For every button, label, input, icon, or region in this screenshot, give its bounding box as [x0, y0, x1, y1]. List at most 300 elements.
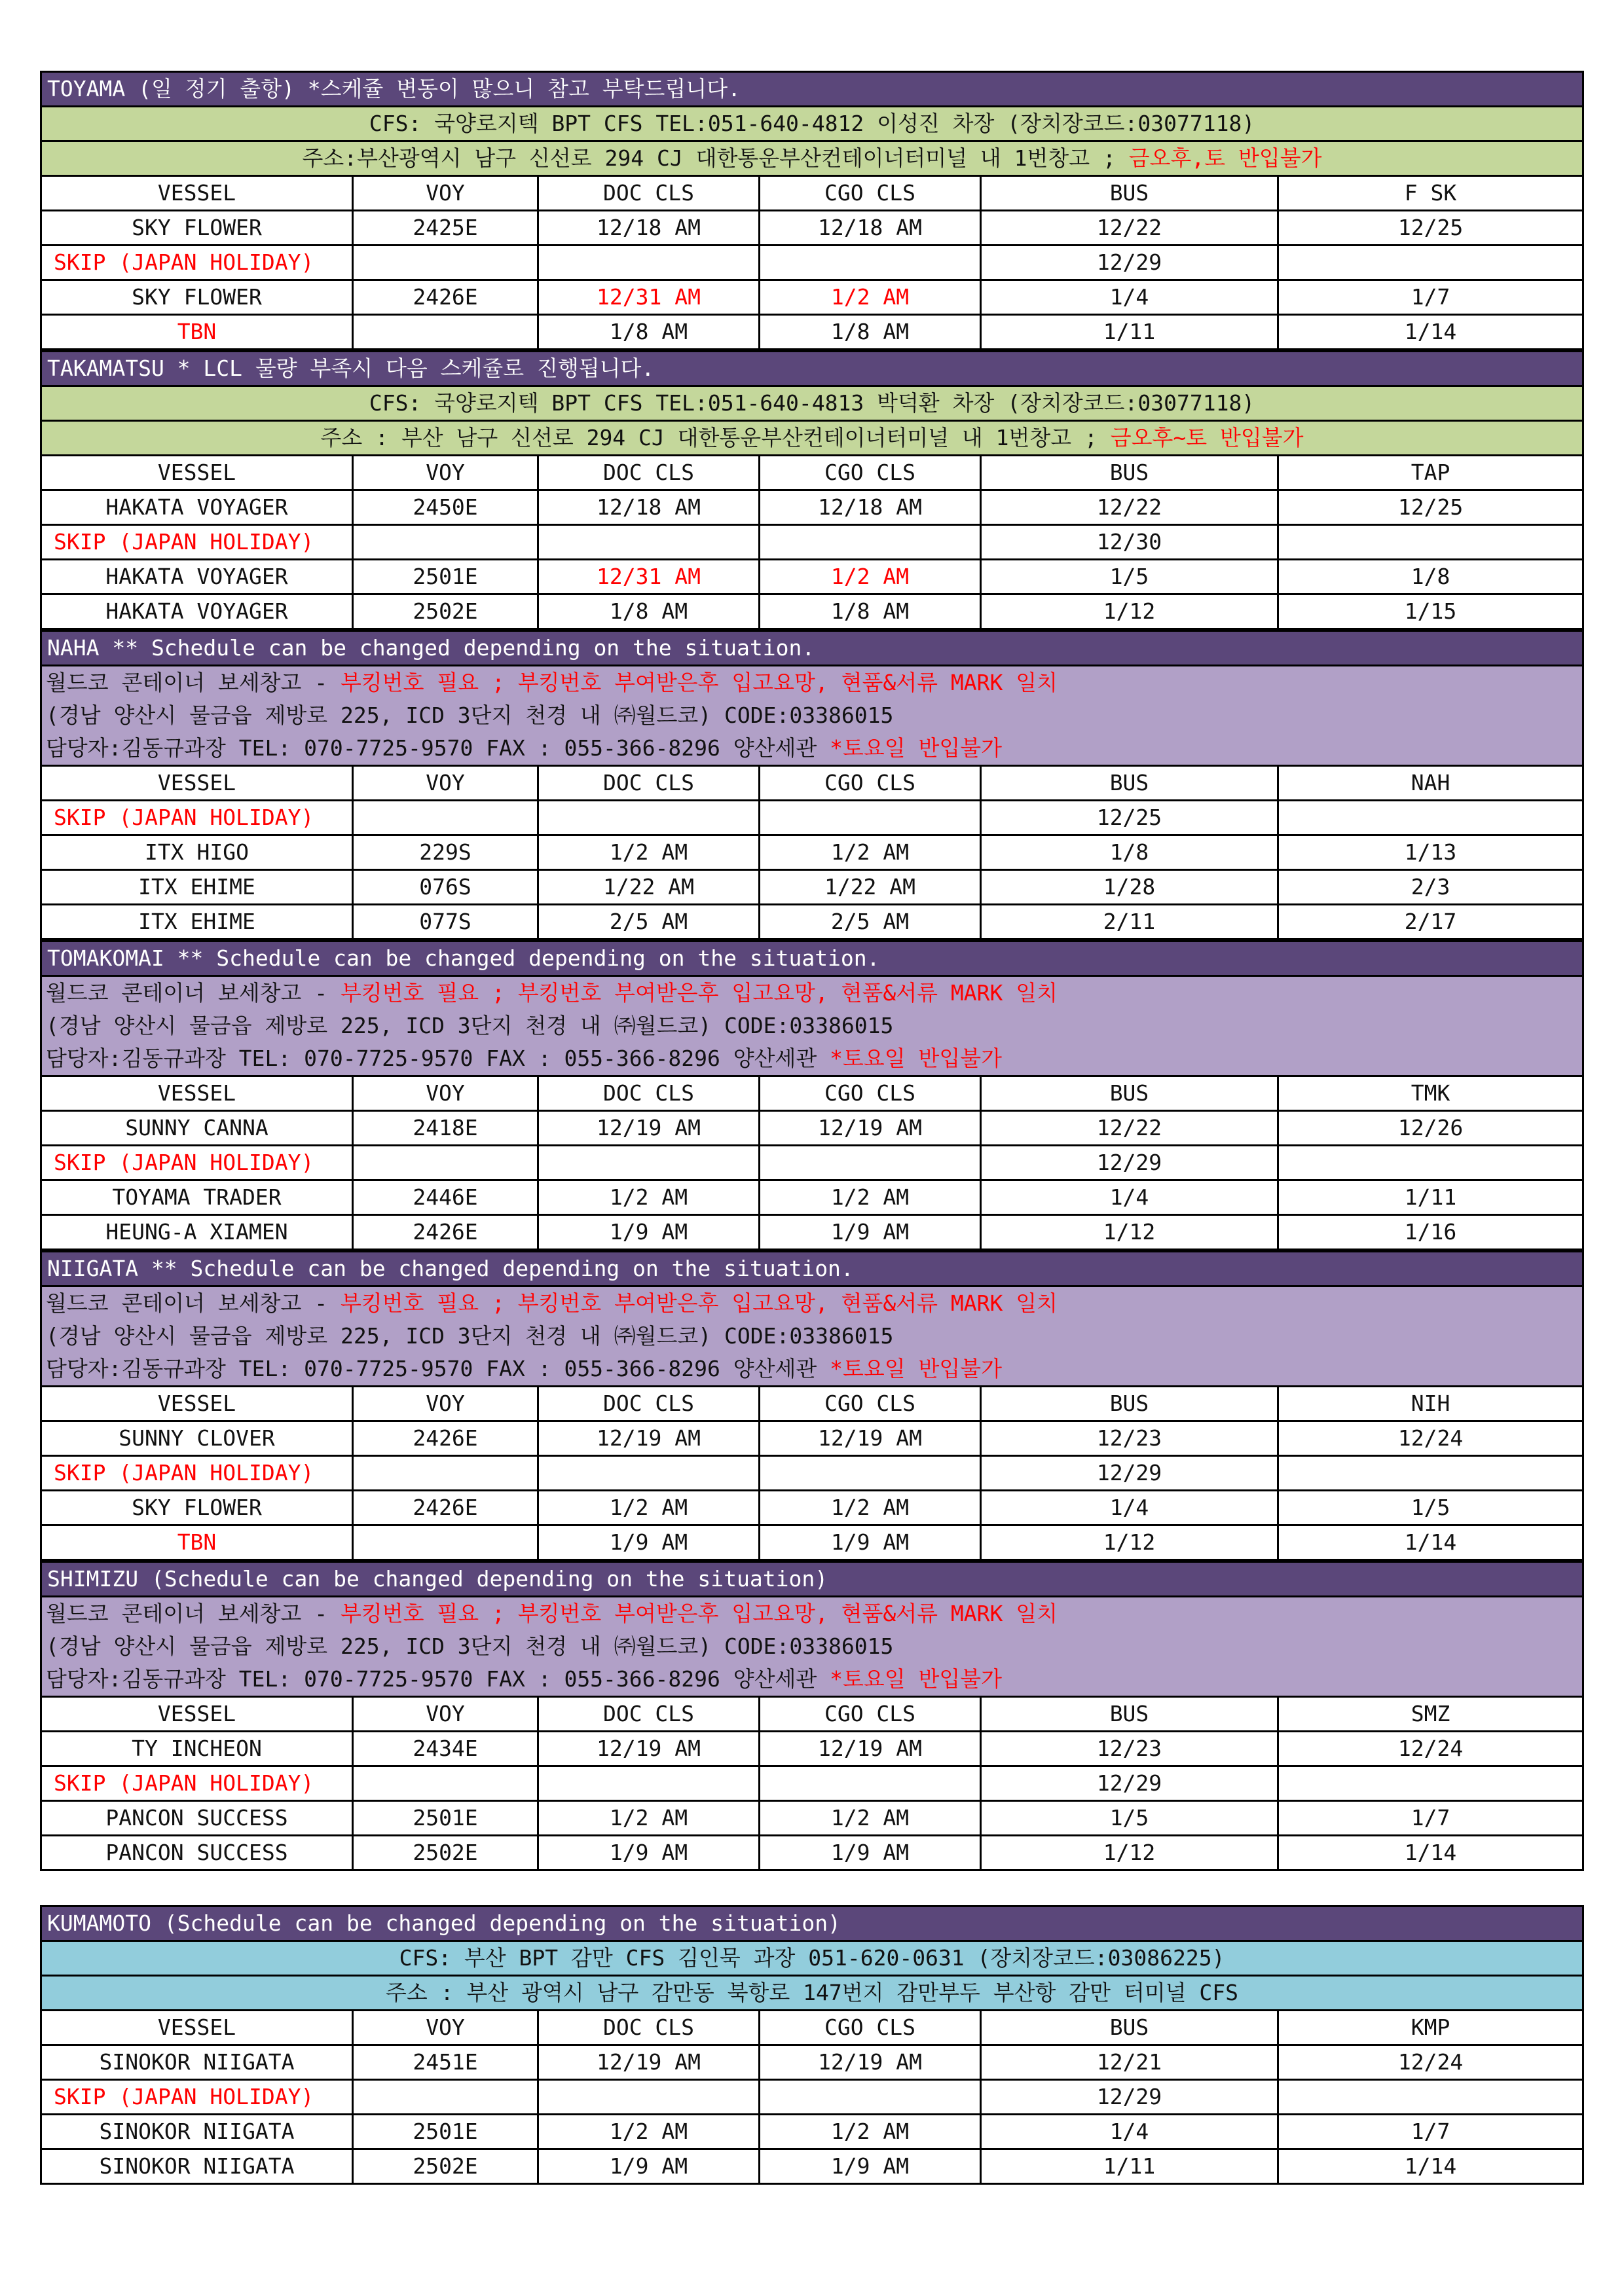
column-header: VESSEL	[41, 766, 353, 801]
vessel-cell: HAKATA VOYAGER	[41, 560, 353, 594]
column-header-row	[41, 1697, 1583, 1732]
voy-cell	[353, 525, 538, 560]
info-row	[41, 421, 1583, 456]
table-row	[41, 2045, 1583, 2080]
doc-cls-cell: 1/22 AM	[538, 870, 760, 905]
column-header-row	[41, 1076, 1583, 1111]
info-row	[41, 1353, 1583, 1387]
bus-cell: 12/30	[981, 525, 1278, 560]
column-header-row	[41, 176, 1583, 211]
table-row	[41, 1180, 1583, 1215]
info-line	[41, 976, 1583, 1010]
table-row	[41, 1525, 1583, 1560]
column-header-row	[41, 2011, 1583, 2045]
cgo-cls-cell: 12/19 AM	[760, 2045, 981, 2080]
table-row	[41, 1491, 1583, 1525]
port-eta-cell: 12/26	[1278, 1111, 1583, 1146]
cgo-cls-cell: 12/19 AM	[760, 1732, 981, 1766]
doc-cls-cell: 12/19 AM	[538, 2045, 760, 2080]
voy-cell: 2418E	[353, 1111, 538, 1146]
cgo-cls-cell: 1/2 AM	[760, 280, 981, 315]
table-row	[41, 315, 1583, 350]
bus-cell: 12/29	[981, 1766, 1278, 1801]
doc-cls-cell: 12/19 AM	[538, 1111, 760, 1146]
voy-cell: 2502E	[353, 1836, 538, 1870]
port-eta-cell: 1/8	[1278, 560, 1583, 594]
info-notice-text: *토요일 반입불가	[830, 1666, 1003, 1692]
section-spacer	[40, 1871, 1582, 1905]
info-notice-text: 부킹번호 필요 ; 부킹번호 부여받은후 입고요망, 현품&서류 MARK 일치	[341, 1601, 1058, 1626]
port-eta-cell	[1278, 246, 1583, 280]
doc-cls-cell: 2/5 AM	[538, 905, 760, 939]
doc-cls-cell: 12/31 AM	[538, 280, 760, 315]
voy-cell	[353, 801, 538, 835]
section-header-row	[41, 631, 1583, 666]
section-title: TOYAMA (일 정기 출항) *스케쥴 변동이 많으니 참고 부탁드립니다.	[41, 72, 1583, 107]
column-header-port: TAP	[1278, 456, 1583, 490]
info-row	[41, 1320, 1583, 1353]
info-row	[41, 1597, 1583, 1631]
info-line	[41, 1630, 1583, 1663]
bus-cell: 12/23	[981, 1732, 1278, 1766]
skip-row	[41, 525, 1583, 560]
cgo-cls-cell	[760, 2080, 981, 2115]
doc-cls-cell: 1/2 AM	[538, 835, 760, 870]
port-eta-cell: 1/7	[1278, 2115, 1583, 2149]
port-eta-cell: 1/14	[1278, 315, 1583, 350]
table-row	[41, 560, 1583, 594]
info-row	[41, 141, 1583, 176]
voy-cell: 229S	[353, 835, 538, 870]
column-header: BUS	[981, 456, 1278, 490]
column-header: DOC CLS	[538, 1076, 760, 1111]
table-row	[41, 2149, 1583, 2184]
doc-cls-cell: 12/19 AM	[538, 1732, 760, 1766]
port-eta-cell: 1/14	[1278, 1525, 1583, 1560]
info-row	[41, 666, 1583, 700]
info-text: CFS: 국양로지텍 BPT CFS TEL:051-640-4812 이성진 차장 (장치장코드:03077118)	[369, 111, 1255, 136]
port-eta-cell: 12/24	[1278, 2045, 1583, 2080]
bus-cell: 1/28	[981, 870, 1278, 905]
section-niigata	[40, 1250, 1584, 1561]
skip-row	[41, 246, 1583, 280]
column-header: BUS	[981, 2011, 1278, 2045]
cgo-cls-cell: 12/19 AM	[760, 1421, 981, 1456]
bus-cell: 12/22	[981, 1111, 1278, 1146]
section-title: TAKAMATSU * LCL 물량 부족시 다음 스케쥴로 진행됩니다.	[41, 352, 1583, 386]
vessel-cell: PANCON SUCCESS	[41, 1836, 353, 1870]
info-text: (경남 양산시 물금읍 제방로 225, ICD 3단지 천경 내 ㈜월드코) CODE:03386015	[46, 1633, 894, 1659]
vessel-cell: SKY FLOWER	[41, 280, 353, 315]
bus-cell: 12/29	[981, 246, 1278, 280]
skip-row	[41, 1456, 1583, 1491]
vessel-cell: TY INCHEON	[41, 1732, 353, 1766]
cgo-cls-cell: 12/19 AM	[760, 1111, 981, 1146]
cgo-cls-cell	[760, 246, 981, 280]
section-naha	[40, 630, 1584, 940]
section-header-row	[41, 941, 1583, 976]
column-header: CGO CLS	[760, 176, 981, 211]
cgo-cls-cell: 1/9 AM	[760, 2149, 981, 2184]
section-title: SHIMIZU (Schedule can be changed depending on the situation)	[41, 1562, 1583, 1597]
info-notice-text: 금오후~토 반입불가	[1110, 425, 1304, 450]
bus-cell: 2/11	[981, 905, 1278, 939]
bus-cell: 12/22	[981, 211, 1278, 246]
column-header: CGO CLS	[760, 1076, 981, 1111]
info-line	[41, 1663, 1583, 1697]
voy-cell: 2501E	[353, 560, 538, 594]
info-text: 주소 : 부산 남구 신선로 294 CJ 대한통운부산컨테이너터미널 내 1번창고 ;	[320, 425, 1111, 450]
column-header-row	[41, 456, 1583, 490]
section-shimizu	[40, 1561, 1584, 1871]
table-row	[41, 835, 1583, 870]
vessel-cell: SKIP (JAPAN HOLIDAY)	[41, 2080, 353, 2115]
bus-cell: 1/5	[981, 1801, 1278, 1836]
vessel-cell: SINOKOR NIIGATA	[41, 2045, 353, 2080]
port-eta-cell: 1/7	[1278, 280, 1583, 315]
info-line	[41, 1597, 1583, 1631]
section-tomakomai	[40, 940, 1584, 1250]
info-line	[41, 421, 1583, 456]
bus-cell: 12/25	[981, 801, 1278, 835]
table-row	[41, 1111, 1583, 1146]
section-kumamoto	[40, 1905, 1584, 2185]
table-row	[41, 211, 1583, 246]
column-header: DOC CLS	[538, 2011, 760, 2045]
section-header-row	[41, 1252, 1583, 1286]
voy-cell: 2502E	[353, 2149, 538, 2184]
info-row	[41, 699, 1583, 732]
info-line	[41, 141, 1583, 176]
voy-cell: 2426E	[353, 1421, 538, 1456]
bus-cell: 12/29	[981, 1456, 1278, 1491]
cgo-cls-cell: 1/8 AM	[760, 594, 981, 629]
section-toyama	[40, 71, 1584, 350]
column-header: VOY	[353, 766, 538, 801]
voy-cell: 2426E	[353, 280, 538, 315]
info-notice-text: *토요일 반입불가	[830, 1046, 1003, 1071]
info-line	[41, 1320, 1583, 1353]
doc-cls-cell: 1/2 AM	[538, 1180, 760, 1215]
bus-cell: 1/4	[981, 1180, 1278, 1215]
vessel-cell: SKIP (JAPAN HOLIDAY)	[41, 1766, 353, 1801]
info-text: CFS: 국양로지텍 BPT CFS TEL:051-640-4813 박덕환 차장 (장치장코드:03077118)	[369, 390, 1255, 416]
bus-cell: 1/4	[981, 1491, 1278, 1525]
table-row	[41, 1215, 1583, 1250]
port-eta-cell: 12/25	[1278, 211, 1583, 246]
doc-cls-cell: 1/9 AM	[538, 1525, 760, 1560]
table-row	[41, 490, 1583, 525]
table-row	[41, 594, 1583, 629]
section-takamatsu	[40, 350, 1584, 630]
column-header: VESSEL	[41, 1076, 353, 1111]
doc-cls-cell: 1/8 AM	[538, 594, 760, 629]
column-header: VOY	[353, 176, 538, 211]
column-header: VESSEL	[41, 2011, 353, 2045]
doc-cls-cell: 12/19 AM	[538, 1421, 760, 1456]
column-header: DOC CLS	[538, 456, 760, 490]
cgo-cls-cell: 1/2 AM	[760, 1491, 981, 1525]
vessel-cell: HAKATA VOYAGER	[41, 594, 353, 629]
column-header: CGO CLS	[760, 1697, 981, 1732]
vessel-cell: SKIP (JAPAN HOLIDAY)	[41, 246, 353, 280]
vessel-cell: SKY FLOWER	[41, 1491, 353, 1525]
bus-cell: 12/21	[981, 2045, 1278, 2080]
vessel-cell: SKIP (JAPAN HOLIDAY)	[41, 525, 353, 560]
info-line	[41, 1976, 1583, 2011]
vessel-cell: SINOKOR NIIGATA	[41, 2149, 353, 2184]
cgo-cls-cell: 12/18 AM	[760, 490, 981, 525]
info-text: 주소:부산광역시 남구 신선로 294 CJ 대한통운부산컨테이너터미널 내 1번창고 ;	[302, 145, 1129, 171]
info-line	[41, 732, 1583, 766]
bus-cell: 1/12	[981, 1215, 1278, 1250]
voy-cell: 2450E	[353, 490, 538, 525]
vessel-cell: SUNNY CANNA	[41, 1111, 353, 1146]
port-eta-cell: 1/13	[1278, 835, 1583, 870]
section-title: KUMAMOTO (Schedule can be changed depending on the situation)	[41, 1906, 1583, 1941]
section-header-row	[41, 1562, 1583, 1597]
info-notice-text: *토요일 반입불가	[830, 735, 1003, 761]
column-header: BUS	[981, 1076, 1278, 1111]
voy-cell: 2446E	[353, 1180, 538, 1215]
port-eta-cell: 1/16	[1278, 1215, 1583, 1250]
voy-cell	[353, 2080, 538, 2115]
doc-cls-cell: 1/2 AM	[538, 2115, 760, 2149]
column-header: CGO CLS	[760, 456, 981, 490]
column-header: VESSEL	[41, 1697, 353, 1732]
voy-cell	[353, 246, 538, 280]
info-row	[41, 1976, 1583, 2011]
bus-cell: 1/4	[981, 280, 1278, 315]
info-line	[41, 386, 1583, 421]
cgo-cls-cell: 1/9 AM	[760, 1215, 981, 1250]
vessel-cell: TBN	[41, 1525, 353, 1560]
cgo-cls-cell: 1/9 AM	[760, 1525, 981, 1560]
vessel-cell: SKY FLOWER	[41, 211, 353, 246]
port-eta-cell	[1278, 1456, 1583, 1491]
voy-cell	[353, 1456, 538, 1491]
doc-cls-cell	[538, 246, 760, 280]
info-notice-text: 부킹번호 필요 ; 부킹번호 부여받은후 입고요망, 현품&서류 MARK 일치	[341, 670, 1058, 695]
column-header: VOY	[353, 1387, 538, 1421]
column-header-port: NAH	[1278, 766, 1583, 801]
cgo-cls-cell: 12/18 AM	[760, 211, 981, 246]
info-line	[41, 1010, 1583, 1042]
voy-cell: 2426E	[353, 1215, 538, 1250]
skip-row	[41, 1766, 1583, 1801]
cgo-cls-cell: 1/2 AM	[760, 560, 981, 594]
info-notice-text: *토요일 반입불가	[830, 1356, 1003, 1381]
column-header: VOY	[353, 2011, 538, 2045]
bus-cell: 12/22	[981, 490, 1278, 525]
column-header: CGO CLS	[760, 2011, 981, 2045]
bus-cell: 12/29	[981, 1146, 1278, 1180]
vessel-cell: ITX EHIME	[41, 905, 353, 939]
column-header: BUS	[981, 1697, 1278, 1732]
doc-cls-cell: 1/2 AM	[538, 1491, 760, 1525]
info-text: 주소 : 부산 광역시 남구 감만동 북항로 147번지 감만부두 부산항 감만 터미널 CFS	[386, 1980, 1238, 2005]
skip-row	[41, 2080, 1583, 2115]
port-eta-cell: 1/11	[1278, 1180, 1583, 1215]
vessel-cell: TBN	[41, 315, 353, 350]
column-header-port: SMZ	[1278, 1697, 1583, 1732]
port-eta-cell: 1/14	[1278, 2149, 1583, 2184]
vessel-cell: PANCON SUCCESS	[41, 1801, 353, 1836]
port-eta-cell: 1/15	[1278, 594, 1583, 629]
port-eta-cell	[1278, 525, 1583, 560]
vessel-cell: HAKATA VOYAGER	[41, 490, 353, 525]
port-eta-cell	[1278, 2080, 1583, 2115]
info-text: 월드코 콘테이너 보세창고 -	[46, 980, 341, 1006]
info-line	[41, 699, 1583, 732]
table-row	[41, 870, 1583, 905]
voy-cell: 2451E	[353, 2045, 538, 2080]
info-text: (경남 양산시 물금읍 제방로 225, ICD 3단지 천경 내 ㈜월드코) CODE:03386015	[46, 1013, 894, 1038]
vessel-cell: SKIP (JAPAN HOLIDAY)	[41, 1146, 353, 1180]
column-header: BUS	[981, 1387, 1278, 1421]
section-header-row	[41, 1906, 1583, 1941]
column-header: BUS	[981, 176, 1278, 211]
bus-cell: 1/5	[981, 560, 1278, 594]
info-text: 담당자:김동규과장 TEL: 070-7725-9570 FAX : 055-366-8296 양산세관	[46, 1666, 830, 1692]
info-text: 담당자:김동규과장 TEL: 070-7725-9570 FAX : 055-366-8296 양산세관	[46, 735, 830, 761]
table-row	[41, 1801, 1583, 1836]
info-text: CFS: 부산 BPT 감만 CFS 김인묵 과장 051-620-0631 (장치장코드:03086225)	[399, 1945, 1225, 1971]
table-row	[41, 1421, 1583, 1456]
column-header-row	[41, 766, 1583, 801]
info-text: 월드코 콘테이너 보세창고 -	[46, 1290, 341, 1316]
port-eta-cell: 12/25	[1278, 490, 1583, 525]
info-row	[41, 386, 1583, 421]
port-eta-cell: 2/17	[1278, 905, 1583, 939]
info-row	[41, 1010, 1583, 1042]
column-header: VOY	[353, 1076, 538, 1111]
doc-cls-cell	[538, 1766, 760, 1801]
vessel-cell: SINOKOR NIIGATA	[41, 2115, 353, 2149]
info-notice-text: 부킹번호 필요 ; 부킹번호 부여받은후 입고요망, 현품&서류 MARK 일치	[341, 980, 1058, 1006]
bus-cell: 1/12	[981, 1836, 1278, 1870]
port-eta-cell	[1278, 801, 1583, 835]
port-eta-cell: 1/7	[1278, 1801, 1583, 1836]
table-row	[41, 2115, 1583, 2149]
doc-cls-cell: 1/9 AM	[538, 1836, 760, 1870]
column-header: VESSEL	[41, 456, 353, 490]
info-notice-text: 부킹번호 필요 ; 부킹번호 부여받은후 입고요망, 현품&서류 MARK 일치	[341, 1290, 1058, 1316]
info-row	[41, 976, 1583, 1010]
section-header-row	[41, 72, 1583, 107]
cgo-cls-cell: 1/22 AM	[760, 870, 981, 905]
port-eta-cell	[1278, 1146, 1583, 1180]
info-notice-text: 금오후,토 반입불가	[1128, 145, 1322, 171]
cgo-cls-cell	[760, 525, 981, 560]
cgo-cls-cell: 1/2 AM	[760, 1801, 981, 1836]
info-line	[41, 1353, 1583, 1387]
table-row	[41, 1836, 1583, 1870]
column-header: VOY	[353, 456, 538, 490]
skip-row	[41, 801, 1583, 835]
vessel-cell: HEUNG-A XIAMEN	[41, 1215, 353, 1250]
column-header: DOC CLS	[538, 766, 760, 801]
cgo-cls-cell: 1/8 AM	[760, 315, 981, 350]
doc-cls-cell: 12/18 AM	[538, 211, 760, 246]
doc-cls-cell: 1/9 AM	[538, 2149, 760, 2184]
column-header: DOC CLS	[538, 1697, 760, 1732]
cgo-cls-cell: 1/2 AM	[760, 835, 981, 870]
voy-cell: 2425E	[353, 211, 538, 246]
column-header-port: KMP	[1278, 2011, 1583, 2045]
info-line	[41, 107, 1583, 141]
section-title: NIIGATA ** Schedule can be changed depending on the situation.	[41, 1252, 1583, 1286]
info-row	[41, 732, 1583, 766]
doc-cls-cell	[538, 1146, 760, 1180]
cgo-cls-cell: 1/2 AM	[760, 1180, 981, 1215]
voy-cell: 2426E	[353, 1491, 538, 1525]
bus-cell: 1/4	[981, 2115, 1278, 2149]
info-row	[41, 1286, 1583, 1321]
voy-cell: 076S	[353, 870, 538, 905]
bus-cell: 12/23	[981, 1421, 1278, 1456]
cgo-cls-cell	[760, 801, 981, 835]
doc-cls-cell	[538, 2080, 760, 2115]
info-text: (경남 양산시 물금읍 제방로 225, ICD 3단지 천경 내 ㈜월드코) CODE:03386015	[46, 1323, 894, 1349]
vessel-cell: ITX HIGO	[41, 835, 353, 870]
info-line	[41, 1941, 1583, 1976]
info-text: 월드코 콘테이너 보세창고 -	[46, 670, 341, 695]
port-eta-cell: 2/3	[1278, 870, 1583, 905]
column-header: CGO CLS	[760, 1387, 981, 1421]
cgo-cls-cell: 1/2 AM	[760, 2115, 981, 2149]
info-row	[41, 1630, 1583, 1663]
vessel-cell: ITX EHIME	[41, 870, 353, 905]
vessel-cell: SKIP (JAPAN HOLIDAY)	[41, 1456, 353, 1491]
doc-cls-cell: 1/2 AM	[538, 1801, 760, 1836]
voy-cell: 077S	[353, 905, 538, 939]
voy-cell: 2502E	[353, 594, 538, 629]
doc-cls-cell: 12/31 AM	[538, 560, 760, 594]
info-row	[41, 1663, 1583, 1697]
column-header: BUS	[981, 766, 1278, 801]
section-header-row	[41, 352, 1583, 386]
vessel-cell: SUNNY CLOVER	[41, 1421, 353, 1456]
port-eta-cell: 1/14	[1278, 1836, 1583, 1870]
table-row	[41, 1732, 1583, 1766]
voy-cell: 2501E	[353, 2115, 538, 2149]
doc-cls-cell	[538, 1456, 760, 1491]
bus-cell: 1/11	[981, 2149, 1278, 2184]
column-header: DOC CLS	[538, 1387, 760, 1421]
column-header: VESSEL	[41, 176, 353, 211]
doc-cls-cell: 1/9 AM	[538, 1215, 760, 1250]
cgo-cls-cell	[760, 1456, 981, 1491]
bus-cell: 12/29	[981, 2080, 1278, 2115]
port-eta-cell: 12/24	[1278, 1732, 1583, 1766]
bus-cell: 1/8	[981, 835, 1278, 870]
table-row	[41, 905, 1583, 939]
voy-cell	[353, 1525, 538, 1560]
info-text: 월드코 콘테이너 보세창고 -	[46, 1601, 341, 1626]
info-line	[41, 1286, 1583, 1321]
doc-cls-cell	[538, 525, 760, 560]
cgo-cls-cell: 2/5 AM	[760, 905, 981, 939]
doc-cls-cell: 12/18 AM	[538, 490, 760, 525]
vessel-cell: TOYAMA TRADER	[41, 1180, 353, 1215]
doc-cls-cell: 1/8 AM	[538, 315, 760, 350]
info-line	[41, 666, 1583, 700]
voy-cell	[353, 1146, 538, 1180]
bus-cell: 1/12	[981, 594, 1278, 629]
column-header: VOY	[353, 1697, 538, 1732]
voy-cell	[353, 1766, 538, 1801]
